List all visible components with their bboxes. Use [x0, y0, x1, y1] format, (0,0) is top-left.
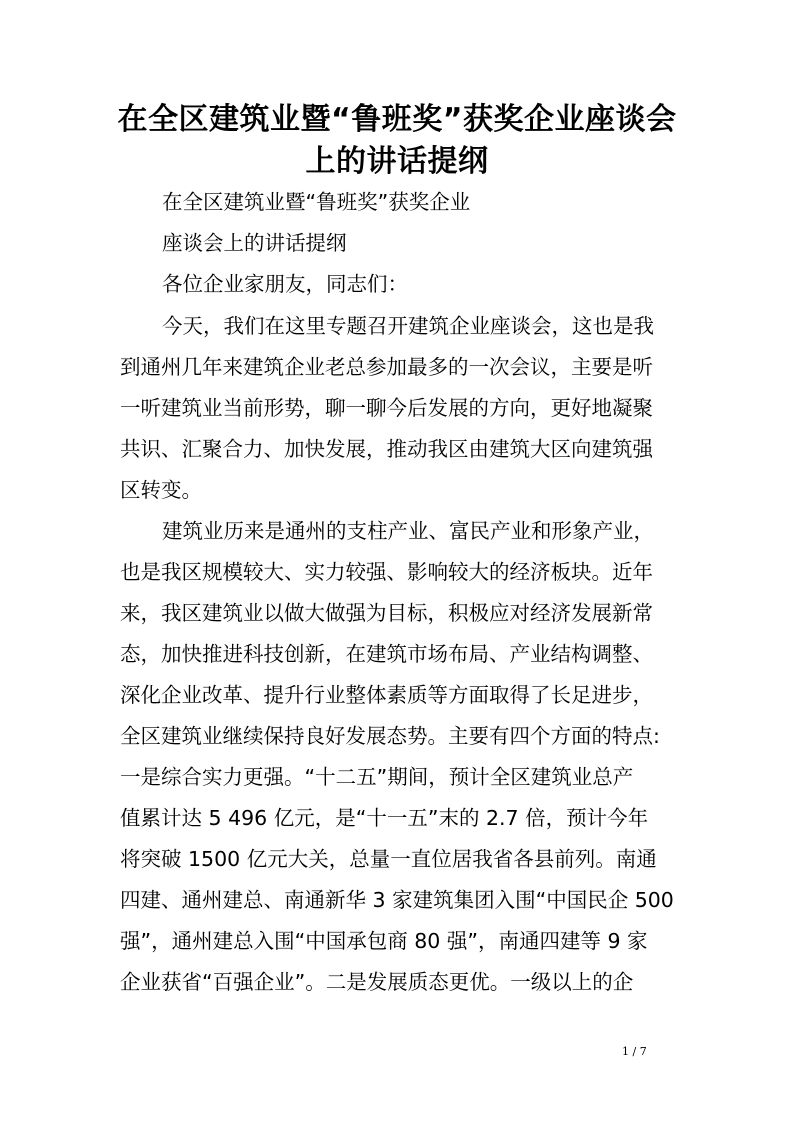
paragraph2-line: 来，我区建筑业以做大做强为目标，积极应对经济发展新常 [120, 601, 653, 625]
subtitle-line-2: 座谈会上的讲话提纲 [162, 231, 347, 255]
paragraph1-line: 一听建筑业当前形势，聊一聊今后发展的方向，更好地凝聚 [120, 396, 653, 420]
paragraph2-line: 全区建筑业继续保持良好发展态势。主要有四个方面的特点: [120, 724, 660, 748]
document-title-line-2: 上的讲话提纲 [305, 144, 489, 179]
paragraph1-line: 到通州几年来建筑企业老总参加最多的一次会议，主要是听 [120, 355, 653, 379]
paragraph2-line: 建筑业历来是通州的支柱产业、富民产业和形象产业， [162, 519, 654, 543]
paragraph2-line: 四建、通州建总、南通新华 3 家建筑集团入围“中国民企 500 [120, 888, 674, 912]
page-number: 1 / 7 [622, 1045, 647, 1058]
paragraph1-line: 区转变。 [120, 478, 202, 502]
paragraph2-line: 强”，通州建总入围“中国承包商 80 强”，南通四建等 9 家 [120, 929, 648, 953]
paragraph2-line: 深化企业改革、提升行业整体素质等方面取得了长足进步， [120, 683, 653, 707]
salutation: 各位企业家朋友，同志们： [162, 272, 408, 296]
paragraph2-line: 也是我区规模较大、实力较强、影响较大的经济板块。近年 [120, 560, 653, 584]
subtitle-line-1: 在全区建筑业暨“鲁班奖”获奖企业 [162, 190, 471, 214]
paragraph1-line: 共识、汇聚合力、加快发展，推动我区由建筑大区向建筑强 [120, 437, 653, 461]
document-title-line-1: 在全区建筑业暨“鲁班奖”获奖企业座谈会 [117, 102, 677, 137]
paragraph2-line: 企业获省“百强企业”。二是发展质态更优。一级以上的企 [120, 970, 634, 994]
paragraph2-line: 将突破 1500 亿元大关，总量一直位居我省各县前列。南通 [120, 847, 657, 871]
paragraph2-line: 态，加快推进科技创新，在建筑市场布局、产业结构调整、 [120, 642, 653, 666]
paragraph1-line: 今天，我们在这里专题召开建筑企业座谈会，这也是我 [162, 314, 654, 338]
paragraph2-line: 一是综合实力更强。“十二五”期间，预计全区建筑业总产 [120, 765, 634, 789]
paragraph2-line: 值累计达 5 496 亿元，是“十一五”末的 2.7 倍，预计今年 [120, 806, 649, 830]
